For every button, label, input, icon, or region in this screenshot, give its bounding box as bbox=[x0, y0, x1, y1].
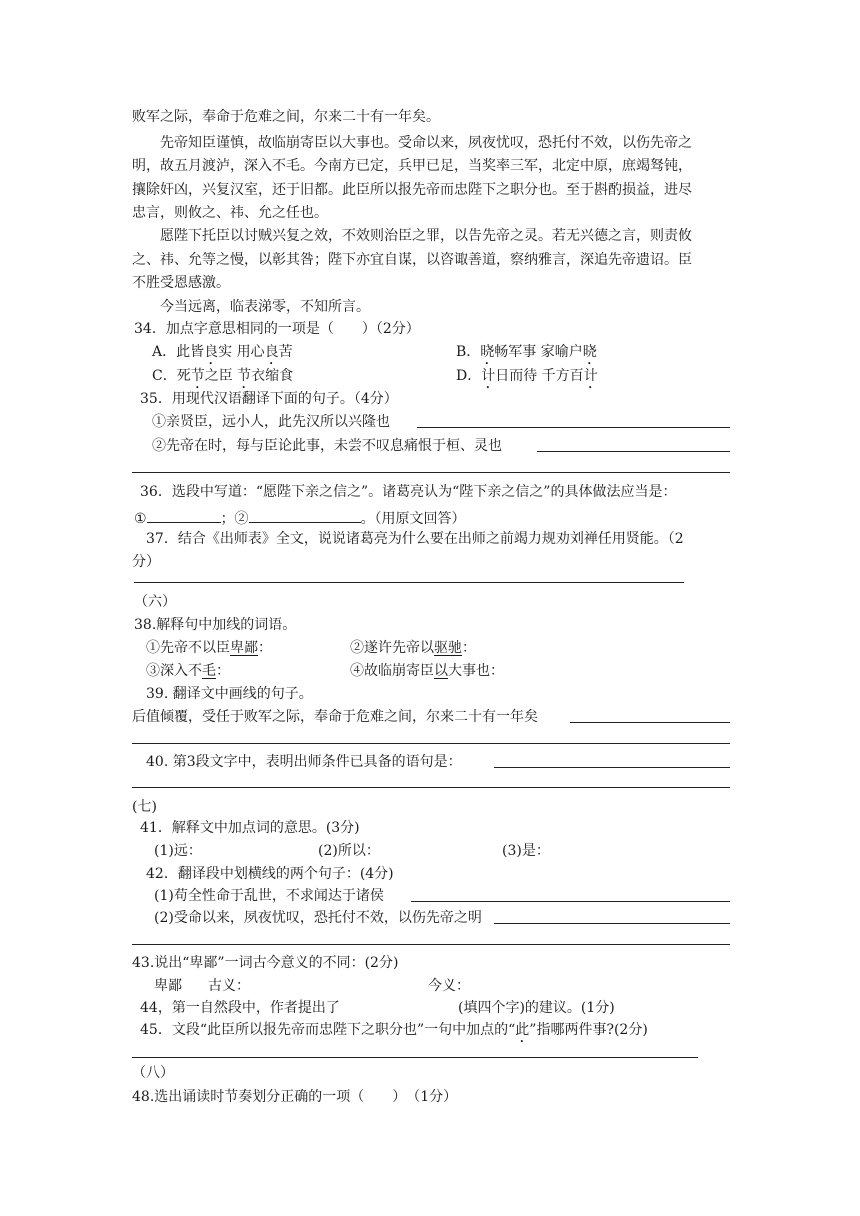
answer-line[interactable] bbox=[570, 722, 730, 723]
answer-blank[interactable] bbox=[147, 506, 221, 523]
q43-word: 卑鄙 bbox=[154, 978, 182, 994]
passage-line: 明，故五月渡泸，深入不毛。今南方已定，兵甲已足，当奖率三军，北定中原，庶竭驽钝， bbox=[132, 158, 692, 174]
question-37-stem: 37．结合《出师表》全文，说说诸葛亮为什么要在出师之前竭力规劝刘禅任用贤能。（2 bbox=[146, 531, 684, 547]
q35-sentence-2: ②先帝在时，每与臣论此事，未尝不叹息痛恨于桓、灵也 bbox=[152, 438, 502, 454]
q42-sentence-1: (1)苟全性命于乱世，不求闻达于诸侯 bbox=[154, 888, 384, 904]
question-38-stem: 38.解释句中加线的词语。 bbox=[134, 617, 297, 633]
q41-item-1: (1)远： bbox=[154, 843, 202, 859]
answer-line[interactable] bbox=[132, 1057, 698, 1058]
question-36-stem: 36．选段中写道：“愿陛下亲之信之”。诸葛亮认为“陛下亲之信之”的具体做法应当是： bbox=[140, 484, 677, 500]
section-heading-6: （六） bbox=[134, 594, 176, 610]
question-40-stem: 40. 第3段文字中，表明出师条件已具备的语句是： bbox=[146, 754, 462, 770]
section-heading-8: （八） bbox=[132, 1065, 174, 1081]
q34-option-c[interactable]: C．死节之臣 节衣缩食 bbox=[152, 368, 294, 384]
answer-line[interactable] bbox=[132, 787, 730, 788]
passage-line: 败军之际，奉命于危难之间，尔来二十有一年矣。 bbox=[132, 109, 440, 125]
passage-line: 攘除奸凶，兴复汉室，还于旧都。此臣所以报先帝而忠陛下之职分也。至于斟酌损益，进尽 bbox=[132, 182, 692, 198]
answer-line[interactable] bbox=[132, 944, 730, 945]
question-37-stem-cont: 分） bbox=[132, 554, 160, 570]
question-44-part-1: 44，第一自然段中，作者提出了 bbox=[140, 1000, 340, 1016]
question-34-stem: 34．加点字意思相同的一项是（ ）（2分） bbox=[134, 321, 420, 337]
passage-line: 今当远离，临表涕零，不知所言。 bbox=[160, 299, 370, 315]
q41-item-2: (2)所以： bbox=[318, 843, 380, 859]
q42-sentence-2: (2)受命以来，夙夜忧叹，恐托付不效，以伤先帝之明 bbox=[154, 910, 482, 926]
passage-line: 愿陛下托臣以讨贼兴复之效，不效则治臣之罪，以告先帝之灵。若无兴德之言，则责攸 bbox=[160, 228, 692, 244]
answer-line[interactable] bbox=[132, 472, 730, 473]
q34-option-a[interactable]: A．此皆良实 用心良苦 bbox=[152, 344, 293, 360]
answer-line[interactable] bbox=[494, 923, 730, 924]
question-48-stem: 48.选出诵读时节奏划分正确的一项（ ） （1分） bbox=[132, 1089, 458, 1105]
question-44-part-2: (填四个字)的建议。(1分) bbox=[458, 1000, 615, 1016]
passage-line: 忠言，则攸之、祎、允之任也。 bbox=[132, 205, 328, 221]
answer-line[interactable] bbox=[537, 451, 730, 452]
q43-modern-label: 今义： bbox=[428, 978, 470, 994]
question-42-stem: 42．翻译段中划横线的两个句子：(4分) bbox=[146, 866, 394, 882]
q38-item-3: ③深入不毛： bbox=[146, 663, 230, 679]
q35-sentence-1: ①亲贤臣，远小人，此先汉所以兴隆也 bbox=[152, 414, 390, 430]
answer-blank[interactable] bbox=[249, 506, 361, 523]
question-41-stem: 41．解释文中加点词的意思。(3分) bbox=[140, 820, 360, 836]
question-45-stem: 45．文段“此臣所以报先帝而忠陛下之职分也”一句中加点的“此”指哪两件事?(2分) bbox=[140, 1022, 648, 1038]
question-39-stem: 39. 翻译文中画线的句子。 bbox=[146, 686, 313, 702]
question-35-stem: 35．用现代汉语翻译下面的句子。（4分） bbox=[140, 391, 398, 407]
q34-option-b[interactable]: B．晓畅军事 家喻户晓 bbox=[456, 344, 597, 360]
passage-line: 不胜受恩感激。 bbox=[132, 275, 230, 291]
passage-line: 之、祎、允等之慢，以彰其咎；陛下亦宜自谋，以咨诹善道，察纳雅言，深追先帝遗诏。臣 bbox=[132, 252, 692, 268]
q38-item-1: ①先帝不以臣卑鄙： bbox=[146, 640, 272, 656]
answer-line[interactable] bbox=[132, 743, 730, 744]
q38-item-2: ②遂许先帝以驱驰： bbox=[350, 640, 476, 656]
q38-item-4: ④故临崩寄臣以大事也： bbox=[350, 663, 504, 679]
question-43-stem: 43.说出“卑鄙”一词古今意义的不同：(2分) bbox=[132, 955, 399, 971]
q39-sentence: 后值倾覆，受任于败军之际，奉命于危难之间，尔来二十有一年矣 bbox=[132, 709, 538, 725]
section-heading-7: (七) bbox=[132, 799, 157, 815]
q34-option-d[interactable]: D．计日而待 千方百计 bbox=[456, 368, 598, 384]
q36-answer-row: ① ；② 。（用原文回答） bbox=[134, 506, 466, 526]
answer-line[interactable] bbox=[417, 427, 730, 428]
passage-line: 先帝知臣谨慎，故临崩寄臣以大事也。受命以来，夙夜忧叹，恐托付不效，以伤先帝之 bbox=[160, 135, 692, 151]
q41-item-3: (3)是： bbox=[502, 843, 550, 859]
answer-line[interactable] bbox=[411, 901, 730, 902]
answer-line[interactable] bbox=[494, 767, 730, 768]
q43-ancient-label: 古义： bbox=[208, 978, 250, 994]
answer-line[interactable] bbox=[134, 582, 684, 583]
